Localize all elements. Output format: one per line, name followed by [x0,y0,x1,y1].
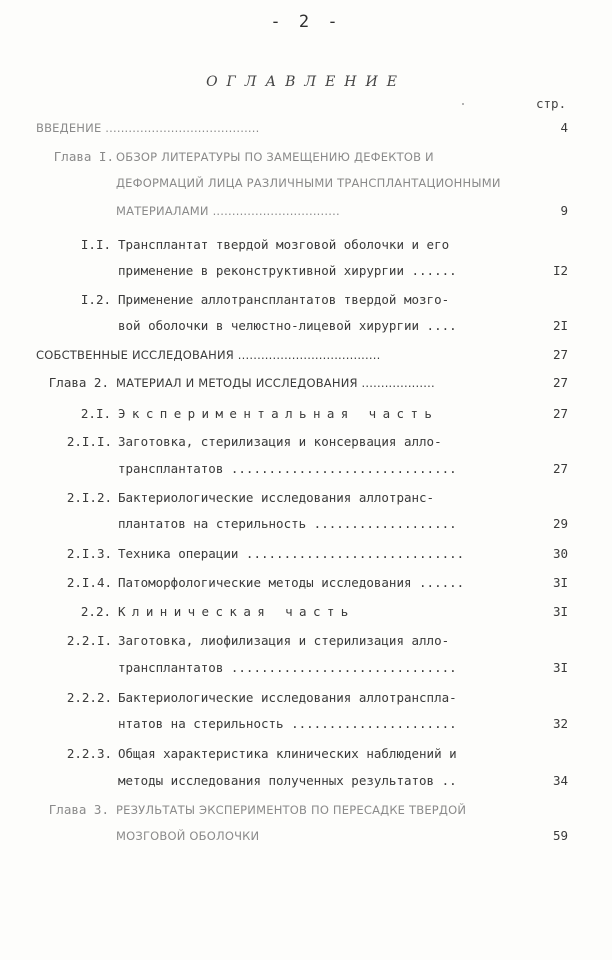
toc-label: 2.I.I. [66,434,112,449]
toc-page: 27 [552,347,568,362]
toc-page: 34 [552,773,568,788]
toc-label: 2.I.2. [66,490,112,505]
toc-line [0,689,612,707]
toc-label: I.I. [80,237,111,252]
toc-page: 27 [552,461,568,476]
toc-text: плантатов на стерильность ................... [118,516,457,531]
toc-line [0,545,612,563]
toc-text: Экспериментальная часть [118,406,439,421]
toc-label: 2.2.3. [66,746,112,761]
toc-text: СОБСТВЕННЫЕ ИССЛЕДОВАНИЯ ..................................... [36,348,381,362]
toc-label: I.2. [80,292,111,307]
toc-line [0,119,612,137]
toc-line [0,772,612,790]
toc-line [0,317,612,335]
toc-label: Глава I. [53,149,114,164]
toc-page: 32 [552,716,568,731]
toc-line [0,236,612,254]
toc-text: применение в реконструктивной хирургии ...... [118,263,457,278]
toc-text: Клиническая часть [118,604,355,619]
toc-text: РЕЗУЛЬТАТЫ ЭКСПЕРИМЕНТОВ ПО ПЕРЕСАДКЕ ТВЕРДОЙ [116,803,467,817]
toc-line [0,489,612,507]
toc-page: 59 [552,828,568,843]
toc-line [0,603,612,621]
toc-line [0,745,612,763]
toc-page: 29 [552,516,568,531]
toc-line [0,515,612,533]
toc-text: ОБЗОР ЛИТЕРАТУРЫ ПО ЗАМЕЩЕНИЮ ДЕФЕКТОВ И [116,150,434,164]
toc-text: МАТЕРИАЛАМИ ................................. [116,204,340,218]
toc-label: 2.I.4. [66,575,112,590]
toc-text: Применение аллотрансплантатов твердой мозго- [118,292,450,307]
pages-column-label: стр. [536,96,567,111]
toc-page: 4 [560,120,568,135]
toc-line [0,148,612,166]
toc-page: 27 [552,375,568,390]
toc-line [0,262,612,280]
toc-line [0,405,612,423]
toc-page: 3I [552,575,568,590]
toc-line [0,202,612,220]
toc-text: вой оболочки в челюстно-лицевой хирургии .... [118,318,457,333]
toc-text: ВВЕДЕНИЕ ........................................ [36,121,260,135]
toc-line [0,291,612,309]
toc-text: Бактериологические исследования аллотранспла- [118,690,457,705]
toc-line [0,374,612,392]
toc-text: МАТЕРИАЛ И МЕТОДЫ ИССЛЕДОВАНИЯ ................... [116,376,435,390]
page-number: - 2 - [270,12,342,32]
toc-line [0,433,612,451]
toc-text: Патоморфологические методы исследования ...... [118,575,465,590]
toc-text: Заготовка, лиофилизация и стерилизация алло- [118,633,450,648]
toc-line [0,346,612,364]
toc-line [0,460,612,478]
toc-page: 2I [552,318,568,333]
toc-text: Общая характеристика клинических наблюдений и [118,746,457,761]
toc-label: 2.2.I. [66,633,112,648]
toc-page: 3I [552,660,568,675]
toc-text: трансплантатов .............................. [118,660,457,675]
toc-label: Глава 3. [48,802,109,817]
toc-heading: ОГЛАВЛЕНИЕ [206,74,406,90]
toc-label: 2.I.3. [66,546,112,561]
toc-label: 2.2.2. [66,690,112,705]
scan-speck [462,103,464,105]
toc-text: трансплантатов .............................. [118,461,457,476]
toc-page: 9 [560,203,568,218]
toc-page: 30 [552,546,568,561]
toc-text: методы исследования полученных результатов .. [118,773,457,788]
toc-label: 2.2. [80,604,111,619]
toc-line [0,659,612,677]
toc-line [0,632,612,650]
toc-line [0,174,612,192]
toc-label: Глава 2. [48,375,109,390]
toc-text: ДЕФОРМАЦИЙ ЛИЦА РАЗЛИЧНЫМИ ТРАНСПЛАНТАЦИОННЫМИ [116,176,501,190]
toc-line [0,827,612,845]
toc-text: Бактериологические исследования аллотранс- [118,490,435,505]
toc-text: нтатов на стерильность ...................... [118,716,457,731]
toc-page: I2 [552,263,568,278]
toc-line [0,801,612,819]
toc-text: Заготовка, стерилизация и консервация алло- [118,434,442,449]
toc-line [0,574,612,592]
toc-text: МОЗГОВОЙ ОБОЛОЧКИ [116,829,260,843]
toc-text: Техника операции ............................. [118,546,465,561]
toc-text: Трансплантат твердой мозговой оболочки и его [118,237,450,252]
toc-page: 3I [552,604,568,619]
toc-label: 2.I. [80,406,111,421]
toc-page: 27 [552,406,568,421]
toc-line [0,715,612,733]
